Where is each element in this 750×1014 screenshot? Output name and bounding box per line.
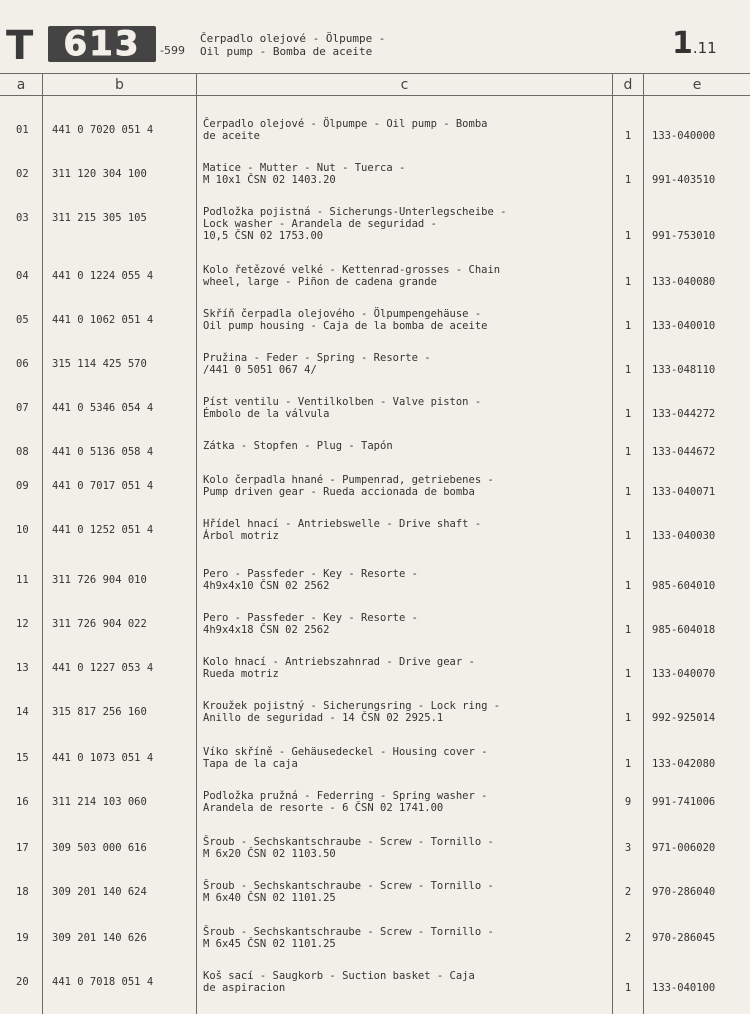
part-description bbox=[203, 926, 613, 950]
quantity: 1 bbox=[624, 486, 632, 498]
part-description bbox=[203, 746, 613, 770]
part-description-line: Lock washer - Arandela de seguridad - bbox=[203, 218, 437, 230]
part-number: 441 0 7020 051 4 bbox=[52, 124, 154, 136]
page-number bbox=[672, 26, 717, 61]
part-description-line: Kroužek pojistný - Sicherungsring - Lock ring - bbox=[203, 700, 501, 712]
part-description-line: M 6x20 ČSN 02 1103.50 bbox=[203, 848, 336, 860]
catalog-number: 133-040080 bbox=[652, 276, 716, 288]
item-position: 11 bbox=[16, 574, 29, 586]
part-description bbox=[203, 206, 613, 242]
part-description bbox=[203, 880, 613, 904]
part-description bbox=[203, 474, 613, 498]
part-description bbox=[203, 568, 613, 592]
part-description-line: Tapa de la caja bbox=[203, 758, 298, 770]
part-number: 441 0 1062 051 4 bbox=[52, 314, 154, 326]
item-position: 19 bbox=[16, 932, 29, 944]
page-header bbox=[0, 0, 750, 72]
quantity: 1 bbox=[624, 174, 632, 186]
part-number: 441 0 5346 054 4 bbox=[52, 402, 154, 414]
catalog-number: 992-925014 bbox=[652, 712, 716, 724]
part-description bbox=[203, 518, 613, 542]
part-description bbox=[203, 308, 613, 332]
page-number-main: 1 bbox=[672, 26, 693, 61]
item-position: 15 bbox=[16, 752, 29, 764]
quantity: 1 bbox=[624, 230, 632, 242]
column-header-e: e bbox=[692, 77, 702, 93]
part-number: 315 817 256 160 bbox=[52, 706, 147, 718]
part-number: 311 726 904 010 bbox=[52, 574, 147, 586]
part-description bbox=[203, 352, 613, 376]
item-position: 12 bbox=[16, 618, 29, 630]
item-position: 10 bbox=[16, 524, 29, 536]
catalog-number: 985-604010 bbox=[652, 580, 716, 592]
item-position: 18 bbox=[16, 886, 29, 898]
catalog-number: 133-040100 bbox=[652, 982, 716, 994]
catalog-number: 991-753010 bbox=[652, 230, 716, 242]
quantity: 1 bbox=[624, 982, 632, 994]
part-description-line: Kolo řetězové velké - Kettenrad-grosses - Chain bbox=[203, 264, 501, 276]
quantity: 1 bbox=[624, 320, 632, 332]
part-description bbox=[203, 162, 613, 186]
item-position: 20 bbox=[16, 976, 29, 988]
part-number: 311 120 304 100 bbox=[52, 168, 147, 180]
part-description-line: 4h9x4x18 ČSN 02 2562 bbox=[203, 624, 330, 636]
part-description bbox=[203, 700, 613, 724]
part-description-line: Víko skříně - Gehäusedeckel - Housing cover - bbox=[203, 746, 488, 758]
catalog-number: 133-048110 bbox=[652, 364, 716, 376]
quantity: 9 bbox=[624, 796, 632, 808]
part-description-line: Píst ventilu - Ventilkolben - Valve piston - bbox=[203, 396, 482, 408]
column-header-d: d bbox=[623, 77, 633, 93]
part-description bbox=[203, 396, 613, 420]
part-description-line: Podložka pojistná - Sicherungs-Unterlegscheibe - bbox=[203, 206, 507, 218]
item-position: 04 bbox=[16, 270, 29, 282]
header-divider-top bbox=[0, 73, 750, 74]
part-description-line: Pero - Passfeder - Key - Resorte - bbox=[203, 612, 418, 624]
part-description bbox=[203, 790, 613, 814]
catalog-number: 991-741006 bbox=[652, 796, 716, 808]
quantity: 1 bbox=[624, 446, 632, 458]
part-description-line: Koš sací - Saugkorb - Suction basket - Caja bbox=[203, 970, 475, 982]
part-description-line: Árbol motriz bbox=[203, 530, 279, 542]
quantity: 1 bbox=[624, 624, 632, 636]
catalog-number: 133-040030 bbox=[652, 530, 716, 542]
column-header-a: a bbox=[16, 77, 26, 93]
catalog-number: 133-040071 bbox=[652, 486, 716, 498]
part-number: 309 201 140 624 bbox=[52, 886, 147, 898]
part-description-line: Skříň čerpadla olejového - Ölpumpengehäuse - bbox=[203, 308, 482, 320]
part-description-line: M 6x45 ČSN 02 1101.25 bbox=[203, 938, 336, 950]
quantity: 1 bbox=[624, 530, 632, 542]
part-description-line: /441 0 5051 067 4/ bbox=[203, 364, 317, 376]
quantity: 1 bbox=[624, 668, 632, 680]
part-number: 441 0 1073 051 4 bbox=[52, 752, 154, 764]
part-description bbox=[203, 836, 613, 860]
part-description bbox=[203, 612, 613, 636]
quantity: 1 bbox=[624, 276, 632, 288]
catalog-number: 133-040070 bbox=[652, 668, 716, 680]
part-number: 311 726 904 022 bbox=[52, 618, 147, 630]
catalog-number: 971-006020 bbox=[652, 842, 716, 854]
item-position: 08 bbox=[16, 446, 29, 458]
logo-letter: T bbox=[6, 23, 34, 69]
part-description-line: Čerpadlo olejové - Ölpumpe - Oil pump - Bomba bbox=[203, 118, 488, 130]
item-position: 05 bbox=[16, 314, 29, 326]
part-description-line: Kolo čerpadla hnané - Pumpenrad, getriebenes - bbox=[203, 474, 494, 486]
part-description-line: Pero - Passfeder - Key - Resorte - bbox=[203, 568, 418, 580]
item-position: 14 bbox=[16, 706, 29, 718]
part-number: 315 114 425 570 bbox=[52, 358, 147, 370]
part-number: 311 214 103 060 bbox=[52, 796, 147, 808]
page-title-line-2: Oil pump - Bomba de aceite bbox=[200, 45, 373, 58]
part-description-line: Arandela de resorte - 6 ČSN 02 1741.00 bbox=[203, 802, 444, 814]
model-badge bbox=[48, 26, 156, 62]
part-description bbox=[203, 656, 613, 680]
part-description-line: Šroub - Sechskantschraube - Screw - Tornillo - bbox=[203, 926, 494, 938]
column-divider-a bbox=[42, 73, 43, 1014]
item-position: 06 bbox=[16, 358, 29, 370]
quantity: 1 bbox=[624, 758, 632, 770]
part-description-line: Pružina - Feder - Spring - Resorte - bbox=[203, 352, 431, 364]
part-description-line: de aceite bbox=[203, 130, 260, 142]
part-description-line: Émbolo de la válvula bbox=[203, 408, 330, 420]
item-position: 07 bbox=[16, 402, 29, 414]
catalog-number: 970-286045 bbox=[652, 932, 716, 944]
part-number: 441 0 1224 055 4 bbox=[52, 270, 154, 282]
header-divider-bottom bbox=[0, 95, 750, 96]
item-position: 17 bbox=[16, 842, 29, 854]
part-number: 441 0 1252 051 4 bbox=[52, 524, 154, 536]
item-position: 01 bbox=[16, 124, 29, 136]
catalog-number: 970-286040 bbox=[652, 886, 716, 898]
part-number: 309 201 140 626 bbox=[52, 932, 147, 944]
part-description-line: de aspiracion bbox=[203, 982, 286, 994]
model-number: 613 bbox=[63, 24, 141, 64]
catalog-number: 133-040010 bbox=[652, 320, 716, 332]
part-description-line: Kolo hnací - Antriebszahnrad - Drive gear - bbox=[203, 656, 475, 668]
part-description bbox=[203, 970, 613, 994]
part-description-line: 4h9x4x10 ČSN 02 2562 bbox=[203, 580, 330, 592]
part-description-line: Pump driven gear - Rueda accionada de bomba bbox=[203, 486, 475, 498]
page-title bbox=[200, 32, 385, 58]
catalog-number: 133-044272 bbox=[652, 408, 716, 420]
part-number: 309 503 000 616 bbox=[52, 842, 147, 854]
part-description-line: Hřídel hnací - Antriebswelle - Drive shaft - bbox=[203, 518, 482, 530]
part-number: 441 0 5136 058 4 bbox=[52, 446, 154, 458]
part-number: 441 0 7018 051 4 bbox=[52, 976, 154, 988]
part-description bbox=[203, 440, 613, 452]
item-position: 02 bbox=[16, 168, 29, 180]
part-description bbox=[203, 264, 613, 288]
item-position: 03 bbox=[16, 212, 29, 224]
catalog-number: 133-042080 bbox=[652, 758, 716, 770]
part-description-line: M 6x40 ČSN 02 1101.25 bbox=[203, 892, 336, 904]
column-header-c: c bbox=[400, 77, 409, 93]
item-position: 16 bbox=[16, 796, 29, 808]
part-number: 311 215 305 105 bbox=[52, 212, 147, 224]
quantity: 3 bbox=[624, 842, 632, 854]
catalog-number: 991-403510 bbox=[652, 174, 716, 186]
quantity: 1 bbox=[624, 580, 632, 592]
part-description-line: M 10x1 ČSN 02 1403.20 bbox=[203, 174, 336, 186]
column-header-b: b bbox=[115, 77, 124, 93]
quantity: 2 bbox=[624, 886, 632, 898]
catalog-number: 133-044672 bbox=[652, 446, 716, 458]
item-position: 13 bbox=[16, 662, 29, 674]
part-description-line: Rueda motriz bbox=[203, 668, 279, 680]
quantity: 1 bbox=[624, 130, 632, 142]
quantity: 1 bbox=[624, 408, 632, 420]
part-number: 441 0 7017 051 4 bbox=[52, 480, 154, 492]
quantity: 1 bbox=[624, 712, 632, 724]
column-divider-d bbox=[643, 73, 644, 1014]
part-description bbox=[203, 118, 613, 142]
quantity: 1 bbox=[624, 364, 632, 376]
catalog-number: 985-604018 bbox=[652, 624, 716, 636]
column-divider-b bbox=[196, 73, 197, 1014]
part-number: 441 0 1227 053 4 bbox=[52, 662, 154, 674]
part-description-line: Oil pump housing - Caja de la bomba de aceite bbox=[203, 320, 488, 332]
part-description-line: Šroub - Sechskantschraube - Screw - Tornillo - bbox=[203, 836, 494, 848]
model-suffix: -599 bbox=[160, 44, 185, 57]
page-number-sub: .11 bbox=[692, 39, 717, 57]
part-description-line: Matice - Mutter - Nut - Tuerca - bbox=[203, 162, 406, 174]
part-description-line: Anillo de seguridad - 14 ČSN 02 2925.1 bbox=[203, 712, 444, 724]
item-position: 09 bbox=[16, 480, 29, 492]
part-description-line: Šroub - Sechskantschraube - Screw - Tornillo - bbox=[203, 880, 494, 892]
catalog-number: 133-040000 bbox=[652, 130, 716, 142]
part-description-line: wheel, large - Piñon de cadena grande bbox=[203, 276, 437, 288]
quantity: 2 bbox=[624, 932, 632, 944]
part-description-line: 10,5 ČSN 02 1753.00 bbox=[203, 230, 324, 242]
part-description-line: Zátka - Stopfen - Plug - Tapón bbox=[203, 440, 393, 452]
part-description-line: Podložka pružná - Federring - Spring washer - bbox=[203, 790, 488, 802]
page-title-line-1: Čerpadlo olejové - Ölpumpe - bbox=[200, 32, 386, 45]
